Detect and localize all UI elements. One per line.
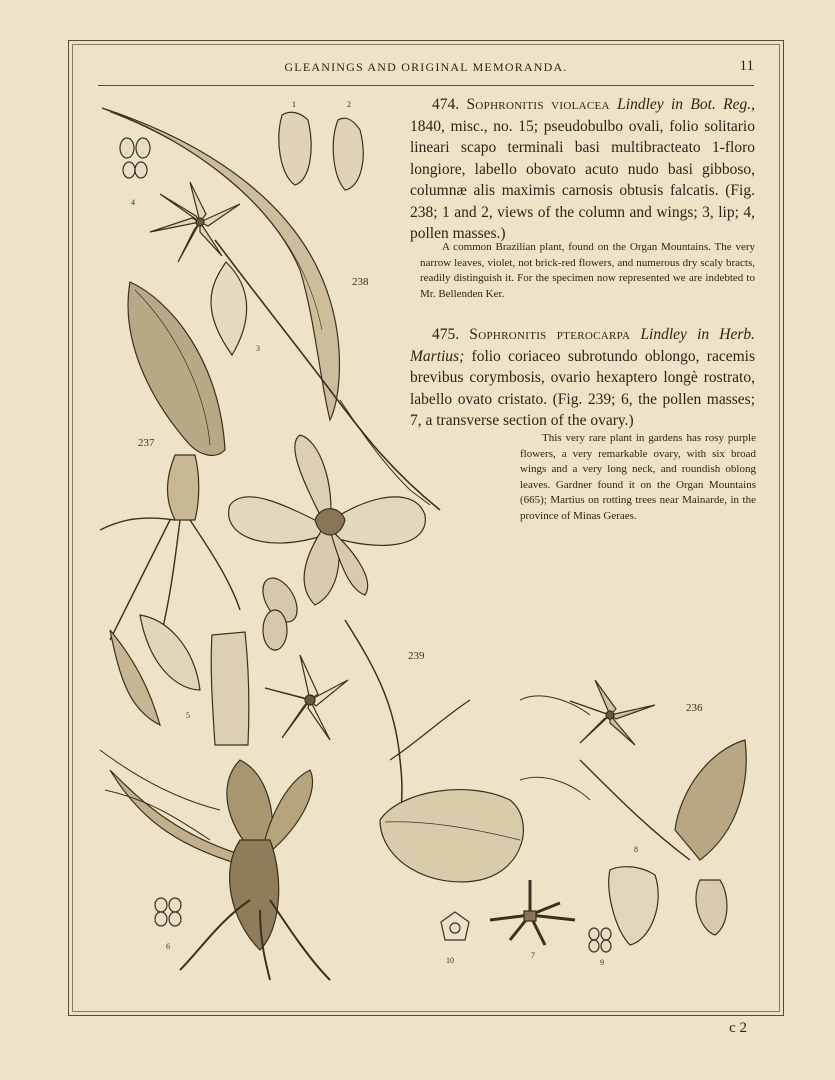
entry-474-genus: Sophronitis <box>466 96 544 113</box>
column-part-5 <box>211 632 249 745</box>
entry-474 <box>410 94 755 245</box>
figure-label-237: 237 <box>138 437 155 449</box>
signature-mark: c 2 <box>729 1020 747 1036</box>
pollen-part-4 <box>120 138 150 178</box>
pollen-part-9 <box>589 928 611 952</box>
column-part-2 <box>333 118 363 190</box>
entry-474-authority: Lindley in Bot. Reg., <box>617 96 756 113</box>
part-label-2: 2 <box>347 100 351 109</box>
entry-475-text: folio coriaceo subrotundo oblongo, racemis brevibus corymbosis, ovario hexaptero longè rostrato, labello ovato cristato. (Fig. 239; 6, the pollen masses; 7, a transverse section of the ovary.) <box>410 347 756 429</box>
note-475: This very rare plant in gardens has rosy purple flowers, a very remarkable ovary, with six broad wings and a very long neck, and roundish oblong leaves. Gardner found it on the Organ Mountains (665); Martius on rotting trees near Mainarde, in the province of Minas Geraes. <box>520 432 756 522</box>
part-label-1: 1 <box>292 100 296 109</box>
part-label-5: 5 <box>186 711 190 720</box>
part-label-8: 8 <box>634 845 638 854</box>
orchid-flower-237 <box>229 435 426 605</box>
entry-474-text: 1840, misc., no. 15; pseudobulbo ovali, folio solitario lineari scapo terminali basi multibracteato 1-floro longiore, labello obovato acuto nudo basi gibboso, columnæ alis maximis carnosis obtusis falcatis. (Fig. 238; 1 and 2, views of the column and wings; 3, lip; 4, pollen masses.) <box>410 117 755 242</box>
entry-475-number: 475. <box>432 326 460 343</box>
part-label-9: 9 <box>600 958 604 967</box>
column-part-1 <box>279 112 311 185</box>
entry-475-genus: Sophronitis <box>469 326 547 343</box>
figure-label-236: 236 <box>686 702 703 714</box>
part-label-4: 4 <box>131 198 135 207</box>
leaf-236 <box>675 740 746 860</box>
page-number: 11 <box>739 58 754 74</box>
star-flower-239 <box>265 655 348 740</box>
section-part-10 <box>441 912 469 940</box>
winged-section-part-7 <box>490 880 575 945</box>
running-head-title: GLEANINGS AND ORIGINAL MEMORANDA. <box>284 60 568 74</box>
pollen-part-6 <box>155 898 181 926</box>
entry-475-species: pterocarpa <box>556 326 631 343</box>
pseudobulb-237 <box>168 455 199 520</box>
part-label-10: 10 <box>446 956 454 965</box>
entry-475-authority: Lindley in Herb. Martius; <box>410 326 756 365</box>
figure-label-239: 239 <box>408 650 425 662</box>
star-flower-236 <box>570 680 655 745</box>
plant-base-239 <box>110 760 330 980</box>
part-label-6: 6 <box>166 942 170 951</box>
part-label-3: 3 <box>256 344 260 353</box>
star-flower-238 <box>150 182 240 262</box>
leaf-237 <box>128 282 225 455</box>
part-label-7: 7 <box>531 951 535 960</box>
figure-label-238: 238 <box>352 276 369 288</box>
bud-236 <box>696 880 727 935</box>
column-part-8 <box>609 867 658 945</box>
entry-474-species: violacea <box>551 96 610 113</box>
note-474: A common Brazilian plant, found on the Organ Mountains. The very narrow leaves, violet, not brick-red flowers, and numerous dry scaly bracts, readily distinguish it. For the specimen now represented we are indebted to Mr. Bellenden Ker. <box>420 241 755 300</box>
entry-475 <box>410 324 755 432</box>
entry-474-number: 474. <box>432 96 460 113</box>
small-flower-237 <box>140 615 200 690</box>
